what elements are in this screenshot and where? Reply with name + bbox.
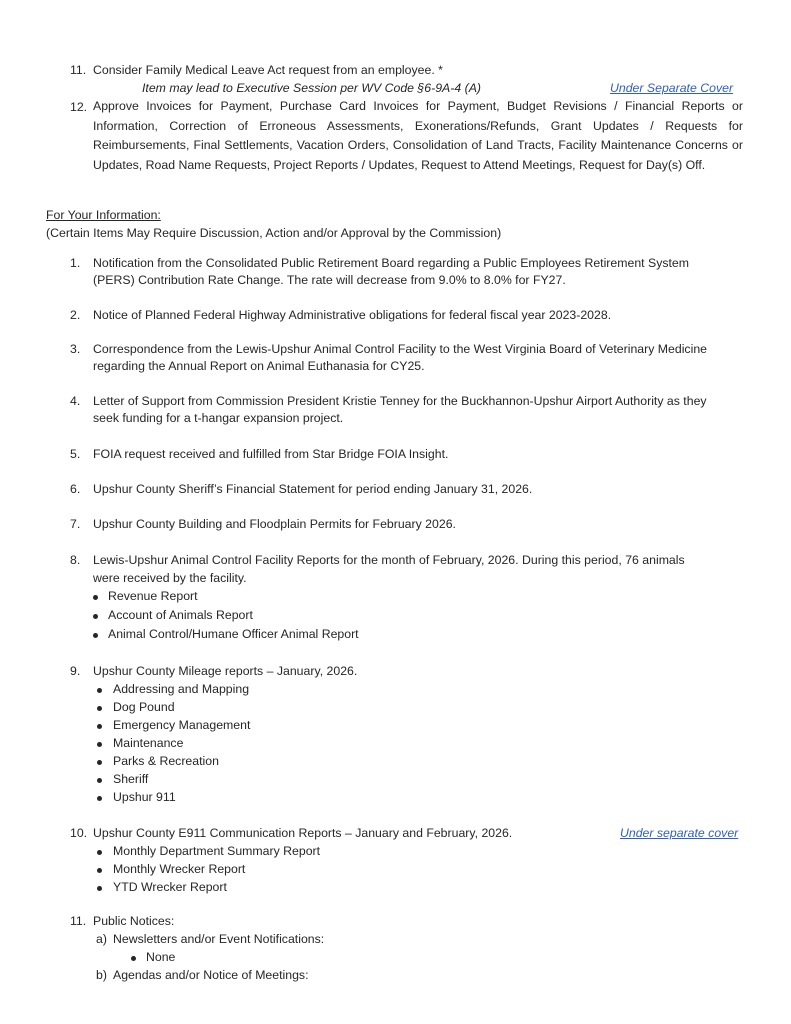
subitem-text: Newsletters and/or Event Notifications:	[113, 932, 325, 946]
item-line: regarding the Annual Report on Animal Euthanasia for CY25.	[93, 359, 425, 373]
under-separate-cover-link[interactable]: Under separate cover	[620, 826, 739, 840]
bullet-item: Emergency Management	[113, 718, 251, 732]
bullet-icon	[97, 706, 102, 711]
bullet-icon	[97, 688, 102, 693]
item-number: 10.	[70, 826, 88, 840]
subitem-label: a)	[96, 932, 107, 946]
fyi-heading: For Your Information:	[46, 208, 161, 222]
bullet-item: Parks & Recreation	[113, 754, 219, 768]
bullet-icon	[97, 850, 102, 855]
subitem-label: b)	[96, 968, 107, 982]
item-number: 1.	[70, 256, 81, 270]
item-number: 9.	[70, 664, 81, 678]
bullet-item: Dog Pound	[113, 700, 175, 714]
bullet-item: Monthly Department Summary Report	[113, 844, 321, 858]
item-number: 12.	[70, 100, 88, 114]
bullet-icon	[97, 886, 102, 891]
item-line: Lewis-Upshur Animal Control Facility Reports for the month of February, 2026. During this period, 76 animals	[93, 553, 685, 567]
item-text: Consider Family Medical Leave Act request from an employee. *	[93, 63, 443, 77]
item-line: Upshur County E911 Communication Reports – January and February, 2026.	[93, 826, 513, 840]
item-number: 4.	[70, 394, 81, 408]
bullet-icon	[93, 614, 98, 619]
subitem-text: Agendas and/or Notice of Meetings:	[113, 968, 309, 982]
bullet-item: Animal Control/Humane Officer Animal Report	[108, 627, 359, 641]
item-text: Approve Invoices for Payment, Purchase Card Invoices for Payment, Budget Revisions / Financial Reports or Information, Correction of Erroneous Assessments, Exonerations/Refunds, Grant Updates / Requests for Reimbursements, Final Settlements, Vacation Orders, Consolidation of Land Tracts, Facility Maintenance Concerns or Updates, Road Name Requests, Project Reports / Updates, Request to Attend Meetings, Request for Day(s) Off.	[93, 99, 743, 172]
under-separate-cover-link[interactable]: Under Separate Cover	[610, 81, 734, 95]
item-number: 6.	[70, 482, 81, 496]
item-line: seek funding for a t-hangar expansion project.	[93, 411, 344, 425]
bullet-item: Addressing and Mapping	[113, 682, 250, 696]
bullet-icon	[97, 796, 102, 801]
bullet-icon	[131, 956, 136, 961]
item-line: were received by the facility.	[93, 571, 247, 585]
item-line: FOIA request received and fulfilled from Star Bridge FOIA Insight.	[93, 447, 449, 461]
item-line: Notification from the Consolidated Public Retirement Board regarding a Public Employees Retirement System	[93, 256, 689, 270]
item-number: 7.	[70, 517, 81, 531]
item-number: 3.	[70, 342, 81, 356]
item-line: Letter of Support from Commission President Kristie Tenney for the Buckhannon-Upshur Airport Authority as they	[93, 394, 707, 408]
bullet-item: Maintenance	[113, 736, 184, 750]
bullet-icon	[97, 724, 102, 729]
item-number: 11.	[70, 914, 87, 928]
item-line: (PERS) Contribution Rate Change. The rate will decrease from 9.0% to 8.0% for FY27.	[93, 273, 566, 287]
bullet-item: Account of Animals Report	[108, 608, 253, 622]
item-line: Correspondence from the Lewis-Upshur Animal Control Facility to the West Virginia Board of Veterinary Medicine	[93, 342, 707, 356]
bullet-icon	[97, 742, 102, 747]
bullet-icon	[97, 778, 102, 783]
item-line: Upshur County Mileage reports – January, 2026.	[93, 664, 358, 678]
bullet-icon	[93, 633, 98, 638]
item-number: 8.	[70, 553, 81, 567]
bullet-item: Revenue Report	[108, 589, 198, 603]
item-line: Upshur County Sheriff’s Financial Statement for period ending January 31, 2026.	[93, 482, 533, 496]
item-line: Public Notices:	[93, 914, 175, 928]
item-line: Notice of Planned Federal Highway Administrative obligations for federal fiscal year 2023-2028.	[93, 308, 612, 322]
bullet-icon	[93, 595, 98, 600]
executive-session-note: Item may lead to Executive Session per WV Code §6-9A-4 (A)	[142, 81, 481, 95]
bullet-item: None	[146, 950, 176, 964]
bullet-item: Sheriff	[113, 772, 149, 786]
fyi-subheading: (Certain Items May Require Discussion, Action and/or Approval by the Commission)	[46, 226, 502, 240]
bullet-item: Upshur 911	[113, 790, 176, 804]
item-line: Upshur County Building and Floodplain Permits for February 2026.	[93, 517, 456, 531]
item-number: 11.	[70, 63, 87, 77]
item-number: 5.	[70, 447, 81, 461]
bullet-item: YTD Wrecker Report	[113, 880, 227, 894]
bullet-icon	[97, 868, 102, 873]
bullet-item: Monthly Wrecker Report	[113, 862, 246, 876]
item-number: 2.	[70, 308, 81, 322]
bullet-icon	[97, 760, 102, 765]
